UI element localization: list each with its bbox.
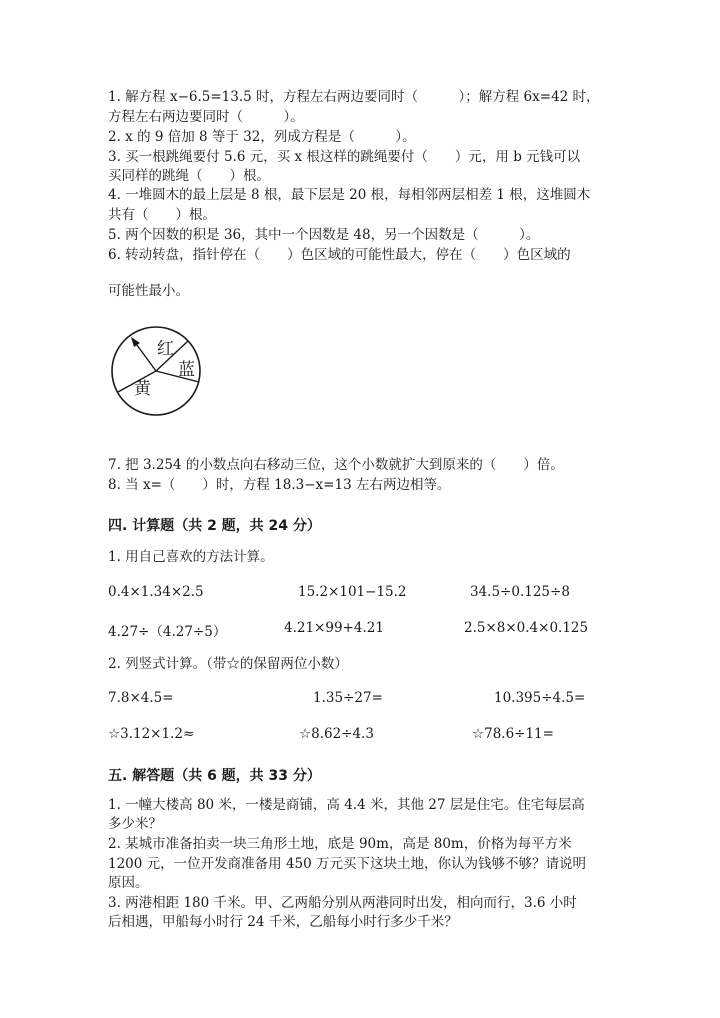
fill-blank-line-4: 3. 买一根跳绳要付 5.6 元，买 x 根这样的跳绳要付（ ）元，用 b 元钱可以 [108, 149, 581, 165]
fill-blank-line-9: 6. 转动转盘，指针停在（ ）色区域的可能性最大，停在（ ）色区域的 [108, 247, 571, 263]
fill-blank-line-1: 1. 解方程 x−6.5=13.5 时，方程左右两边要同时（ ）；解方程 6x=42 时， [108, 89, 600, 105]
calc-item: 34.5÷0.125÷8 [470, 584, 570, 600]
section-4-q2: 2. 列竖式计算。（带☆的保留两位小数） [108, 656, 348, 672]
spinner-pointer-head [131, 337, 140, 347]
fill-blank-line-2: 方程左右两边要同时（ ）。 [108, 109, 304, 125]
answer-line-1: 1. 一幢大楼高 80 米，一楼是商铺，高 4.4 米，其他 27 层是住宅。住宅每层高 [108, 797, 585, 813]
fill-blank-line-8: 5. 两个因数的积是 36，其中一个因数是 48，另一个因数是（ ）。 [108, 227, 540, 243]
fill-blank-line-10: 可能性最小。 [108, 283, 189, 299]
section-5-title: 五. 解答题（共 6 题，共 33 分） [108, 768, 321, 784]
answer-line-3: 2. 某城市准备拍卖一块三角形土地，底是 90m，高是 80m，价格为每平方米 [108, 836, 572, 852]
calc-item: 15.2×101−15.2 [298, 584, 407, 600]
fill-blank-line-6: 4. 一堆圆木的最上层是 8 根，最下层是 20 根，每相邻两层相差 1 根，这堆圆木 [108, 187, 591, 203]
vertical-calc-item: 7.8×4.5= [108, 690, 174, 706]
fill-blank-line-5: 买同样的跳绳（ ）根。 [108, 168, 270, 184]
spinner-figure [106, 325, 206, 417]
fill-blank-line-3: 2. x 的 9 倍加 8 等于 32，列成方程是（ ）。 [108, 129, 416, 145]
answer-line-4: 1200 元，一位开发商准备用 450 万元买下这块土地，你认为钱够不够？请说明 [108, 856, 586, 872]
fill-blank-line-11: 7. 把 3.254 的小数点向右移动三位，这个小数就扩大到原来的（ ）倍。 [108, 457, 564, 473]
fill-blank-line-12: 8. 当 x=（ ）时，方程 18.3−x=13 左右两边相等。 [108, 477, 451, 493]
spinner-label-yellow: 黄 [134, 379, 151, 399]
calc-item: 2.5×8×0.4×0.125 [464, 620, 589, 636]
calc-item: 4.27÷（4.27÷5） [108, 624, 227, 640]
fill-blank-line-7: 共有（ ）根。 [108, 207, 216, 223]
section-4-title: 四. 计算题（共 2 题，共 24 分） [108, 518, 321, 534]
spinner-label-red: 红 [157, 339, 174, 359]
calc-item: 0.4×1.34×2.5 [108, 584, 204, 600]
vertical-calc-item: ☆3.12×1.2≈ [108, 726, 195, 742]
answer-line-5: 原因。 [108, 875, 149, 891]
answer-line-2: 多少米？ [108, 816, 162, 832]
vertical-calc-item: 10.395÷4.5= [494, 690, 586, 706]
vertical-calc-item: 1.35÷27= [313, 690, 383, 706]
calc-item: 4.21×99+4.21 [284, 620, 384, 636]
answer-line-6: 3. 两港相距 180 千米。甲、乙两船分别从两港同时出发，相向而行，3.6 小时 [108, 895, 577, 911]
vertical-calc-item: ☆78.6÷11= [472, 726, 554, 742]
spinner-pointer [134, 341, 156, 371]
vertical-calc-item: ☆8.62÷4.3 [299, 726, 374, 742]
answer-line-7: 后相遇，甲船每小时行 24 千米，乙船每小时行多少千米？ [108, 914, 458, 930]
section-4-q1: 1. 用自己喜欢的方法计算。 [108, 549, 274, 565]
spinner-label-blue: 蓝 [178, 360, 195, 380]
